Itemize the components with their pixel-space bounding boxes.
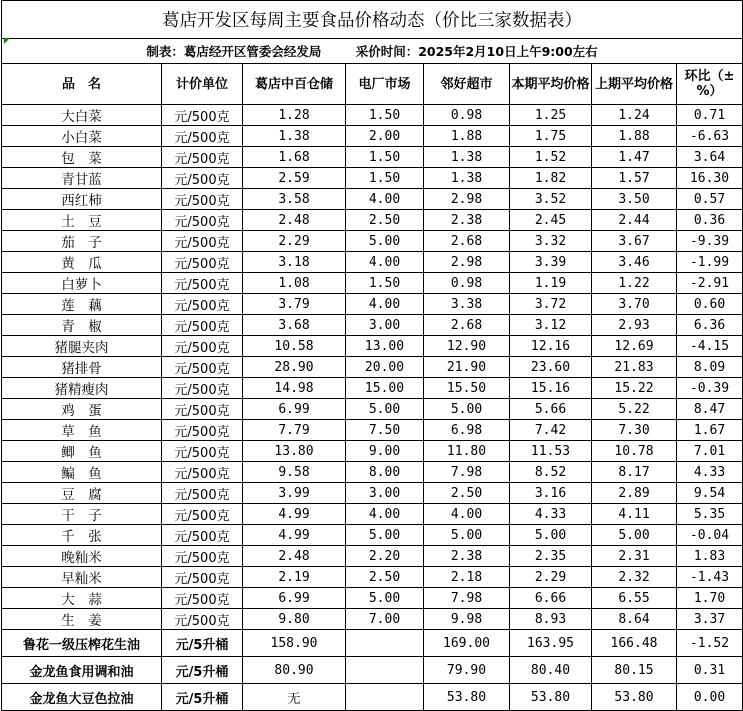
price-dianchang: 2.20 <box>346 546 424 567</box>
price-linhao: 7.98 <box>424 462 510 483</box>
item-unit: 元/500克 <box>162 378 243 399</box>
price-linhao: 21.90 <box>424 357 510 378</box>
price-zhongbai: 无 <box>243 684 346 711</box>
table-row <box>2 399 743 420</box>
price-zhongbai: 2.59 <box>243 168 346 189</box>
price-zhongbai: 3.18 <box>243 252 346 273</box>
price-linhao: 0.98 <box>424 105 510 126</box>
price-previous-avg: 5.22 <box>592 399 677 420</box>
table-row <box>2 294 743 315</box>
price-ratio: -2.91 <box>677 273 743 294</box>
item-unit: 元/500克 <box>162 210 243 231</box>
price-zhongbai: 6.99 <box>243 399 346 420</box>
price-previous-avg: 12.69 <box>592 336 677 357</box>
item-name: 生 姜 <box>2 609 162 630</box>
item-unit: 元/500克 <box>162 546 243 567</box>
price-current-avg: 5.00 <box>510 525 592 546</box>
price-linhao: 5.00 <box>424 399 510 420</box>
table-row <box>2 147 743 168</box>
price-dianchang: 2.50 <box>346 567 424 588</box>
price-linhao: 1.38 <box>424 147 510 168</box>
table-row <box>2 609 743 630</box>
price-dianchang: 2.50 <box>346 210 424 231</box>
header-current-avg: 本期平均价格 <box>510 64 592 105</box>
item-unit: 元/500克 <box>162 567 243 588</box>
table-row <box>2 525 743 546</box>
item-name: 西红柿 <box>2 189 162 210</box>
price-current-avg: 5.66 <box>510 399 592 420</box>
price-linhao: 0.98 <box>424 273 510 294</box>
price-current-avg: 163.95 <box>510 630 592 657</box>
price-linhao: 2.50 <box>424 483 510 504</box>
price-zhongbai: 3.58 <box>243 189 346 210</box>
item-name: 猪精瘦肉 <box>2 378 162 399</box>
price-ratio: 1.83 <box>677 546 743 567</box>
table-row <box>2 441 743 462</box>
header-row <box>2 64 743 105</box>
price-zhongbai: 6.99 <box>243 588 346 609</box>
header-store-linhao: 邻好超市 <box>424 64 510 105</box>
header-store-dianchang: 电厂市场 <box>346 64 424 105</box>
price-ratio: -1.43 <box>677 567 743 588</box>
item-name: 鲁花一级压榨花生油 <box>2 630 162 657</box>
price-linhao: 5.00 <box>424 525 510 546</box>
price-zhongbai: 4.99 <box>243 525 346 546</box>
table-row <box>2 252 743 273</box>
item-name: 猪腿夹肉 <box>2 336 162 357</box>
price-dianchang: 4.00 <box>346 294 424 315</box>
price-dianchang: 2.00 <box>346 126 424 147</box>
price-current-avg: 80.40 <box>510 657 592 684</box>
price-previous-avg: 1.47 <box>592 147 677 168</box>
price-previous-avg: 53.80 <box>592 684 677 711</box>
price-current-avg: 12.16 <box>510 336 592 357</box>
price-linhao: 2.98 <box>424 189 510 210</box>
price-dianchang: 15.00 <box>346 378 424 399</box>
price-current-avg: 3.12 <box>510 315 592 336</box>
price-ratio: 0.71 <box>677 105 743 126</box>
item-name: 金龙鱼大豆色拉油 <box>2 684 162 711</box>
price-zhongbai: 14.98 <box>243 378 346 399</box>
item-name: 草 鱼 <box>2 420 162 441</box>
table-row <box>2 546 743 567</box>
item-name: 鳊 鱼 <box>2 462 162 483</box>
header-name: 品 名 <box>2 64 162 105</box>
price-current-avg: 8.93 <box>510 609 592 630</box>
price-sheet <box>1 0 743 711</box>
price-ratio: 3.37 <box>677 609 743 630</box>
price-ratio: 16.30 <box>677 168 743 189</box>
price-previous-avg: 1.57 <box>592 168 677 189</box>
price-linhao: 15.50 <box>424 378 510 399</box>
price-dianchang-empty <box>346 657 424 684</box>
price-ratio: 4.33 <box>677 462 743 483</box>
table-title: 葛店开发区每周主要食品价格动态（价比三家数据表） <box>2 1 743 39</box>
item-unit: 元/500克 <box>162 399 243 420</box>
price-ratio: 8.09 <box>677 357 743 378</box>
price-current-avg: 1.25 <box>510 105 592 126</box>
price-ratio: 0.31 <box>677 657 743 684</box>
price-linhao: 7.98 <box>424 588 510 609</box>
item-name: 白萝卜 <box>2 273 162 294</box>
price-linhao: 1.88 <box>424 126 510 147</box>
price-dianchang: 5.00 <box>346 588 424 609</box>
price-ratio: 6.36 <box>677 315 743 336</box>
item-unit: 元/500克 <box>162 441 243 462</box>
price-previous-avg: 166.48 <box>592 630 677 657</box>
price-dianchang: 1.50 <box>346 168 424 189</box>
price-zhongbai: 1.08 <box>243 273 346 294</box>
price-ratio: 1.67 <box>677 420 743 441</box>
item-unit: 元/500克 <box>162 294 243 315</box>
table-row <box>2 189 743 210</box>
item-name: 黄 瓜 <box>2 252 162 273</box>
price-ratio: 0.00 <box>677 684 743 711</box>
item-unit: 元/500克 <box>162 105 243 126</box>
table-row <box>2 273 743 294</box>
price-current-avg: 15.16 <box>510 378 592 399</box>
price-current-avg: 2.45 <box>510 210 592 231</box>
price-linhao: 9.98 <box>424 609 510 630</box>
price-linhao: 3.38 <box>424 294 510 315</box>
item-name: 千 张 <box>2 525 162 546</box>
price-previous-avg: 5.00 <box>592 525 677 546</box>
table-row <box>2 105 743 126</box>
header-ratio: 环比（±%） <box>677 64 743 105</box>
price-current-avg: 3.72 <box>510 294 592 315</box>
meta-row <box>2 39 743 64</box>
price-zhongbai: 4.99 <box>243 504 346 525</box>
price-current-avg: 3.52 <box>510 189 592 210</box>
item-name: 鲫 鱼 <box>2 441 162 462</box>
price-dianchang: 8.00 <box>346 462 424 483</box>
price-ratio: 3.64 <box>677 147 743 168</box>
table-row <box>2 684 743 711</box>
price-ratio: -0.39 <box>677 378 743 399</box>
price-previous-avg: 8.17 <box>592 462 677 483</box>
price-dianchang: 3.00 <box>346 315 424 336</box>
price-zhongbai: 158.90 <box>243 630 346 657</box>
price-dianchang: 20.00 <box>346 357 424 378</box>
table-row <box>2 315 743 336</box>
price-linhao: 169.00 <box>424 630 510 657</box>
price-previous-avg: 6.55 <box>592 588 677 609</box>
price-dianchang-empty <box>346 684 424 711</box>
price-time-label: 采价时间：2025年2月10日上午9:00左右 <box>355 44 598 59</box>
price-ratio: -1.52 <box>677 630 743 657</box>
price-previous-avg: 2.44 <box>592 210 677 231</box>
price-linhao: 12.90 <box>424 336 510 357</box>
item-unit: 元/500克 <box>162 588 243 609</box>
price-dianchang: 4.00 <box>346 189 424 210</box>
price-current-avg: 11.53 <box>510 441 592 462</box>
price-dianchang: 3.00 <box>346 483 424 504</box>
item-unit: 元/500克 <box>162 357 243 378</box>
price-previous-avg: 10.78 <box>592 441 677 462</box>
header-store-zhongbai: 葛店中百仓储 <box>243 64 346 105</box>
price-ratio: -6.63 <box>677 126 743 147</box>
price-zhongbai: 28.90 <box>243 357 346 378</box>
item-unit: 元/500克 <box>162 315 243 336</box>
price-linhao: 2.68 <box>424 315 510 336</box>
item-name: 干 子 <box>2 504 162 525</box>
item-unit: 元/500克 <box>162 273 243 294</box>
price-ratio: -1.99 <box>677 252 743 273</box>
price-current-avg: 2.35 <box>510 546 592 567</box>
price-previous-avg: 3.67 <box>592 231 677 252</box>
price-current-avg: 1.82 <box>510 168 592 189</box>
item-name: 小白菜 <box>2 126 162 147</box>
price-previous-avg: 4.11 <box>592 504 677 525</box>
price-previous-avg: 2.32 <box>592 567 677 588</box>
table-row <box>2 504 743 525</box>
price-zhongbai: 3.99 <box>243 483 346 504</box>
item-name: 青 椒 <box>2 315 162 336</box>
price-previous-avg: 1.24 <box>592 105 677 126</box>
item-name: 青甘蓝 <box>2 168 162 189</box>
price-linhao: 2.18 <box>424 567 510 588</box>
table-row <box>2 462 743 483</box>
price-current-avg: 23.60 <box>510 357 592 378</box>
item-unit: 元/500克 <box>162 336 243 357</box>
price-linhao: 4.00 <box>424 504 510 525</box>
price-dianchang: 1.50 <box>346 273 424 294</box>
price-current-avg: 3.16 <box>510 483 592 504</box>
price-previous-avg: 15.22 <box>592 378 677 399</box>
price-ratio: -0.04 <box>677 525 743 546</box>
price-zhongbai: 1.68 <box>243 147 346 168</box>
item-unit: 元/5升桶 <box>162 684 243 711</box>
item-unit: 元/500克 <box>162 252 243 273</box>
item-name: 包 菜 <box>2 147 162 168</box>
price-linhao: 6.98 <box>424 420 510 441</box>
price-zhongbai: 80.90 <box>243 657 346 684</box>
maker-label: 制表：葛店经开区管委会经发局 <box>146 44 322 59</box>
price-previous-avg: 7.30 <box>592 420 677 441</box>
price-previous-avg: 3.46 <box>592 252 677 273</box>
item-name: 晚籼米 <box>2 546 162 567</box>
table-row <box>2 231 743 252</box>
price-zhongbai: 13.80 <box>243 441 346 462</box>
price-ratio: 7.01 <box>677 441 743 462</box>
table-row <box>2 630 743 657</box>
price-current-avg: 1.75 <box>510 126 592 147</box>
price-zhongbai: 2.48 <box>243 210 346 231</box>
price-current-avg: 1.52 <box>510 147 592 168</box>
price-dianchang: 5.00 <box>346 525 424 546</box>
price-previous-avg: 8.64 <box>592 609 677 630</box>
price-previous-avg: 3.70 <box>592 294 677 315</box>
item-unit: 元/5升桶 <box>162 630 243 657</box>
price-current-avg: 2.29 <box>510 567 592 588</box>
price-linhao: 2.38 <box>424 546 510 567</box>
price-current-avg: 7.42 <box>510 420 592 441</box>
table-row <box>2 336 743 357</box>
table-row <box>2 168 743 189</box>
price-ratio: 0.60 <box>677 294 743 315</box>
price-ratio: 0.57 <box>677 189 743 210</box>
table-row <box>2 126 743 147</box>
price-ratio: 8.47 <box>677 399 743 420</box>
price-current-avg: 1.19 <box>510 273 592 294</box>
price-dianchang: 5.00 <box>346 231 424 252</box>
price-linhao: 2.68 <box>424 231 510 252</box>
table-row <box>2 210 743 231</box>
price-dianchang-empty <box>346 630 424 657</box>
price-current-avg: 3.39 <box>510 252 592 273</box>
table-row <box>2 588 743 609</box>
price-table <box>1 0 743 711</box>
price-dianchang: 5.00 <box>346 399 424 420</box>
price-previous-avg: 21.83 <box>592 357 677 378</box>
price-linhao: 79.90 <box>424 657 510 684</box>
price-ratio: 0.36 <box>677 210 743 231</box>
item-unit: 元/500克 <box>162 525 243 546</box>
price-previous-avg: 2.31 <box>592 546 677 567</box>
item-name: 大 蒜 <box>2 588 162 609</box>
table-row <box>2 657 743 684</box>
price-zhongbai: 1.38 <box>243 126 346 147</box>
price-zhongbai: 10.58 <box>243 336 346 357</box>
table-row <box>2 357 743 378</box>
price-previous-avg: 2.93 <box>592 315 677 336</box>
item-name: 茄 子 <box>2 231 162 252</box>
price-ratio: 9.54 <box>677 483 743 504</box>
price-zhongbai: 7.79 <box>243 420 346 441</box>
price-zhongbai: 3.68 <box>243 315 346 336</box>
header-unit: 计价单位 <box>162 64 243 105</box>
price-current-avg: 8.52 <box>510 462 592 483</box>
price-dianchang: 1.50 <box>346 105 424 126</box>
price-dianchang: 4.00 <box>346 504 424 525</box>
price-linhao: 2.38 <box>424 210 510 231</box>
price-dianchang: 9.00 <box>346 441 424 462</box>
item-unit: 元/500克 <box>162 147 243 168</box>
price-linhao: 11.80 <box>424 441 510 462</box>
item-unit: 元/500克 <box>162 168 243 189</box>
cell-comment-marker <box>4 38 10 44</box>
item-name: 大白菜 <box>2 105 162 126</box>
price-zhongbai: 2.29 <box>243 231 346 252</box>
price-dianchang: 13.00 <box>346 336 424 357</box>
item-name: 金龙鱼食用调和油 <box>2 657 162 684</box>
price-previous-avg: 2.89 <box>592 483 677 504</box>
item-unit: 元/500克 <box>162 504 243 525</box>
price-zhongbai: 9.58 <box>243 462 346 483</box>
price-dianchang: 4.00 <box>346 252 424 273</box>
price-zhongbai: 2.48 <box>243 546 346 567</box>
item-name: 豆 腐 <box>2 483 162 504</box>
item-unit: 元/500克 <box>162 420 243 441</box>
item-unit: 元/500克 <box>162 609 243 630</box>
price-previous-avg: 3.50 <box>592 189 677 210</box>
price-current-avg: 6.66 <box>510 588 592 609</box>
table-row <box>2 483 743 504</box>
price-ratio: 5.35 <box>677 504 743 525</box>
price-linhao: 2.98 <box>424 252 510 273</box>
table-row <box>2 420 743 441</box>
item-unit: 元/500克 <box>162 483 243 504</box>
table-row <box>2 567 743 588</box>
price-zhongbai: 1.28 <box>243 105 346 126</box>
item-name: 土 豆 <box>2 210 162 231</box>
price-ratio: -4.15 <box>677 336 743 357</box>
price-zhongbai: 3.79 <box>243 294 346 315</box>
price-previous-avg: 1.22 <box>592 273 677 294</box>
price-current-avg: 3.32 <box>510 231 592 252</box>
item-name: 猪排骨 <box>2 357 162 378</box>
item-unit: 元/500克 <box>162 189 243 210</box>
price-current-avg: 53.80 <box>510 684 592 711</box>
price-current-avg: 4.33 <box>510 504 592 525</box>
item-name: 莲 藕 <box>2 294 162 315</box>
item-unit: 元/5升桶 <box>162 657 243 684</box>
table-row <box>2 378 743 399</box>
item-unit: 元/500克 <box>162 126 243 147</box>
item-name: 早籼米 <box>2 567 162 588</box>
price-dianchang: 7.50 <box>346 420 424 441</box>
price-dianchang: 1.50 <box>346 147 424 168</box>
item-name: 鸡 蛋 <box>2 399 162 420</box>
header-previous-avg: 上期平均价格 <box>592 64 677 105</box>
item-unit: 元/500克 <box>162 462 243 483</box>
price-ratio: -9.39 <box>677 231 743 252</box>
price-ratio: 1.70 <box>677 588 743 609</box>
item-unit: 元/500克 <box>162 231 243 252</box>
price-previous-avg: 1.88 <box>592 126 677 147</box>
price-previous-avg: 80.15 <box>592 657 677 684</box>
price-linhao: 1.38 <box>424 168 510 189</box>
price-linhao: 53.80 <box>424 684 510 711</box>
price-zhongbai: 2.19 <box>243 567 346 588</box>
price-dianchang: 7.00 <box>346 609 424 630</box>
price-zhongbai: 9.80 <box>243 609 346 630</box>
